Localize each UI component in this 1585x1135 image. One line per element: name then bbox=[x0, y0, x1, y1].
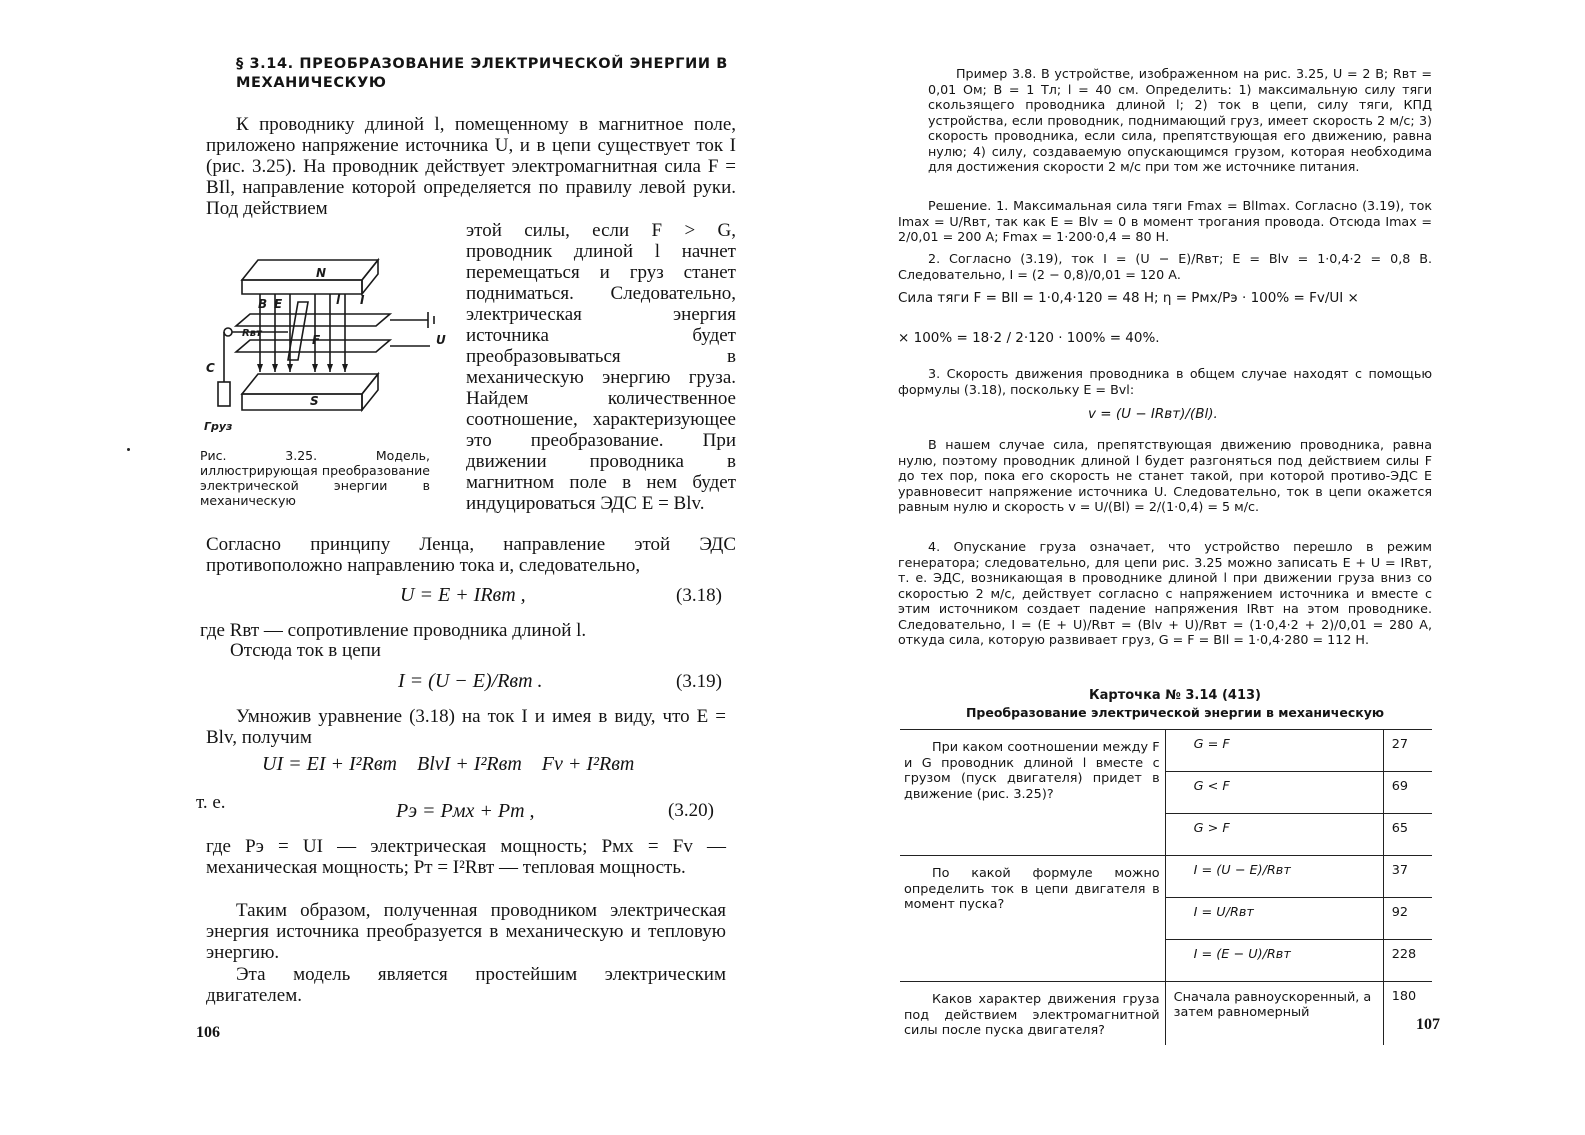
section-heading: § 3.14. ПРЕОБРАЗОВАНИЕ ЭЛЕКТРИЧЕСКОЙ ЭНЕРГИИ В МЕХАНИЧЕСКУЮ bbox=[236, 56, 728, 91]
page-mark bbox=[127, 448, 130, 451]
card-code-2-1: 37 bbox=[1383, 856, 1432, 898]
label-i: I bbox=[360, 293, 365, 307]
solution-part-3b: В нашем случае сила, препятствующая движению проводника, равна нулю, поэтому проводник длиной l будет разгоняться под действием силы F до тех пор, пока его скорость не станет такой, при которой противо-ЭДС E уравновесит напряжение источника U. Следовательно, ток в цепи окажется равным нулю и скорость v = U/(Bl) = 2/(1·0,4) = 5 м/с. bbox=[898, 437, 1432, 514]
label-n: N bbox=[316, 266, 327, 280]
card-answer-1-2: G < F bbox=[1165, 772, 1383, 814]
magnet-bottom-face bbox=[242, 374, 378, 394]
card-answer-2-3: I = (E − U)/Rвт bbox=[1165, 940, 1383, 982]
solution-part-4: 4. Опускание груза означает, что устройство перешло в режим генератора; следовательно, для цепи рис. 3.25 можно записать E + U = IRвт, т. е. ЭДС, возникающая в проводнике длиной l при движении груза вниз со скоростью 2 м/с, действует согласно с напряжением источника и вместе с этим источником создает падение напряжения IRвт на этом проводнике. Следовательно, I = (E + U)/Rвт = (Blv + U)/Rвт = (1·0,4·2 + 2)/0,01 = 280 А, откуда сила, которую развивает груз, G = F = BIl = 1·0,4·280 = 112 Н. bbox=[898, 539, 1432, 647]
solution-part-3: 3. Скорость движения проводника в общем случае находят с помощью формулы (3.18), поскольку E = Bvl: bbox=[898, 366, 1432, 397]
card-code-2-3: 228 bbox=[1383, 940, 1432, 982]
label-load: Груз bbox=[204, 420, 233, 433]
magnet-top-face bbox=[242, 260, 378, 280]
card-code-2-2: 92 bbox=[1383, 898, 1432, 940]
paragraph-intro: К проводнику длиной l, помещенному в магнитное поле, приложено напряжение источника U, и в цепи существует ток I (рис. 3.25). На проводник действует электромагнитная сила F = BIl, направление которой определяется по правилу левой руки. Под действием bbox=[206, 114, 736, 219]
rail-upper bbox=[236, 314, 390, 326]
figure-3-25 bbox=[200, 232, 462, 437]
force-efficiency-line: Сила тяги F = BIl = 1·0,4·120 = 48 Н; η = Pмх/Pэ · 100% = Fv/UI × bbox=[898, 290, 1359, 306]
equation-number-3-19: (3.19) bbox=[676, 671, 722, 692]
card-question-2: По какой формуле можно определить ток в цепи двигателя в момент пуска? bbox=[900, 856, 1165, 982]
paragraph-model: Эта модель является простейшим электрическим двигателем. bbox=[206, 964, 726, 1006]
where-rvt: где Rвт — сопротивление проводника длиной l. bbox=[200, 620, 587, 641]
magnet-bottom-side bbox=[362, 374, 378, 410]
page-number-left: 106 bbox=[196, 1024, 220, 1041]
motor-model-diagram bbox=[200, 232, 462, 437]
card-code-3-1: 180 bbox=[1383, 982, 1432, 1045]
right-page bbox=[790, 0, 1585, 1135]
left-page bbox=[0, 0, 790, 1135]
page-number-right: 107 bbox=[1416, 1016, 1440, 1033]
solution-part-2: 2. Согласно (3.19), ток I = (U − E)/Rвт; E = Blv = 1·0,4·2 = 0,8 В. Следовательно, I = (2 − 0,8)/0,01 = 120 А. bbox=[898, 251, 1432, 282]
card-code-1-1: 27 bbox=[1383, 730, 1432, 772]
label-e: E bbox=[274, 297, 283, 311]
label-rvt: Rвт bbox=[242, 328, 262, 339]
equation-number-3-18: (3.18) bbox=[676, 585, 722, 606]
label-f: F bbox=[312, 333, 321, 347]
equation-number-3-20: (3.20) bbox=[668, 800, 714, 821]
equation-chain: UI = EI + I²Rвт BlvI + I²Rвт Fv + I²Rвт bbox=[262, 753, 635, 775]
velocity-formula: v = (U − IRвт)/(Bl). bbox=[1088, 406, 1218, 422]
paragraph-thus: Таким образом, полученная проводником электрическая энергия источника преобразуется в механическую и тепловую энергию. bbox=[206, 900, 726, 963]
paragraph-wrapped: этой силы, если F > G, проводник длиной l начнет перемещаться и груз станет подниматься. Следовательно, электрическая энергия источника будет преобразовываться в механическую энергию груза. Найдем количественное соотношение, характеризующее это преобразование. При движении проводника в магнитном поле в нем будет индуцироваться ЭДС E = Blv. bbox=[466, 220, 736, 514]
equation-3-19: I = (U − E)/Rвт . bbox=[398, 670, 543, 692]
solution-part-1: Решение. 1. Максимальная сила тяги Fmax = BlImax. Согласно (3.19), ток Imax = U/Rвт, так как E = Blv = 0 в момент трогания провода. Отсюда Imax = 2/0,01 = 200 А; Fmax = 1·200·0,4 = 80 Н. bbox=[898, 198, 1432, 244]
card-question-1: При каком соотношении между F и G проводник длиной l вместе с грузом (пуск двигателя) придет в движение (рис. 3.25)? bbox=[900, 730, 1165, 856]
card-answer-1-3: G > F bbox=[1165, 814, 1383, 856]
magnet-bottom-front bbox=[242, 394, 362, 410]
card-question-3: Каков характер движения груза под действием электромагнитной силы после пуска двигателя? bbox=[900, 982, 1165, 1045]
label-u: U bbox=[436, 333, 446, 347]
label-b: B bbox=[258, 297, 268, 311]
card-subtitle: Преобразование электрической энергии в механическую bbox=[965, 705, 1385, 720]
label-s: S bbox=[310, 394, 319, 408]
efficiency-result: × 100% = 18·2 / 2·120 · 100% = 40%. bbox=[898, 330, 1160, 346]
card-answer-1-1: G = F bbox=[1165, 730, 1383, 772]
paragraph-where-power: где Pэ = UI — электрическая мощность; Pмх = Fv — механическая мощность; Pт = I²Rвт — тепловая мощность. bbox=[206, 836, 726, 878]
label-l: l bbox=[336, 293, 341, 307]
te-label: т. е. bbox=[196, 792, 226, 813]
paragraph-lenz: Согласно принципу Ленца, направление этой ЭДС противоположно направлению тока и, следовательно, bbox=[206, 534, 736, 576]
example-3-8: Пример 3.8. В устройстве, изображенном на рис. 3.25, U = 2 В; Rвт = 0,01 Ом; B = 1 Тл; l = 40 см. Определить: 1) максимальную силу тяги скользящего проводника длиной l; 2) ток в цепи, силу тяги, КПД устройства, если проводник, поднимающий груз, имеет скорость 2 м/с; 3) скорость проводника, если сила, препятствующая его движению, равна нулю; 4) силу, создаваемую опускающимся грузом, которая необходима для достижения скорости 2 м/с при том же источнике питания. bbox=[928, 66, 1432, 174]
card-answer-2-2: I = U/Rвт bbox=[1165, 898, 1383, 940]
equation-3-20: Pэ = Pмх + Pт , bbox=[396, 800, 535, 822]
card-code-1-3: 65 bbox=[1383, 814, 1432, 856]
figure-caption: Рис. 3.25. Модель, иллюстрирующая преобразование электрической энергии в механическую bbox=[200, 448, 430, 508]
equation-3-18: U = E + IRвт , bbox=[400, 584, 526, 606]
card-answer-2-1: I = (U − E)/Rвт bbox=[1165, 856, 1383, 898]
card-title: Карточка № 3.14 (413) bbox=[1088, 688, 1261, 703]
question-card bbox=[900, 729, 1432, 1045]
paragraph-multiply: Умножив уравнение (3.18) на ток I и имея в виду, что E = Blv, получим bbox=[206, 706, 726, 748]
label-c: C bbox=[206, 361, 215, 375]
card-code-1-2: 69 bbox=[1383, 772, 1432, 814]
card-answer-3-1: Сначала равноускоренный, а затем равномерный bbox=[1165, 982, 1383, 1045]
magnet-top-side bbox=[362, 260, 378, 294]
magnet-top-front bbox=[242, 280, 362, 294]
hence-current: Отсюда ток в цепи bbox=[230, 640, 381, 661]
